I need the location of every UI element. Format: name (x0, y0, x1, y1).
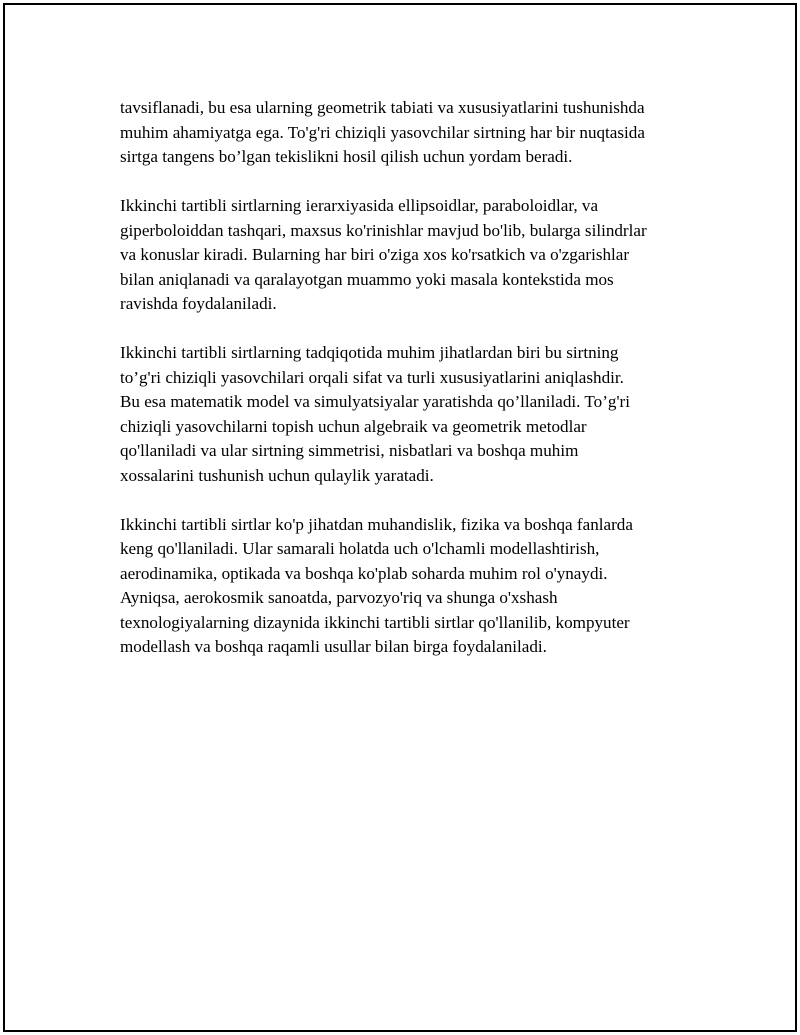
paragraph-3 (120, 341, 720, 488)
text-line: modellash va boshqa raqamli usullar bilan birga foydalaniladi. (120, 637, 547, 656)
text-line: ravishda foydalaniladi. (120, 294, 277, 313)
text-line: xossalarini tushunish uchun qulaylik yaratadi. (120, 465, 434, 485)
paragraph-2 (120, 194, 720, 317)
paragraph-1 (120, 96, 720, 170)
document-body (120, 96, 720, 684)
text-line: bilan aniqlanadi va qaralayotgan muammo yoki masala kontekstida mos (120, 269, 614, 289)
text-line: chiziqli yasovchilarni topish uchun algebraik va geometrik metodlar (120, 416, 587, 436)
text-line: aerodinamika, optikada va boshqa ko'plab soharda muhim rol o'ynaydi. (120, 563, 608, 583)
page-frame (3, 3, 797, 1032)
text-line: qo'llaniladi va ular sirtning simmetrisi, nisbatlari va boshqa muhim (120, 441, 579, 460)
paragraph-4 (120, 513, 720, 660)
text-line: Ayniqsa, aerokosmik sanoatda, parvozyo'riq va shunga o'xshash (120, 588, 558, 607)
text-line: Bu esa matematik model va simulyatsiyalar yaratishda qo’llaniladi. To’g'ri (120, 392, 630, 411)
text-line: tavsiflanadi, bu esa ularning geometrik tabiati va xususiyatlarini tushunishda (120, 98, 645, 117)
text-line: texnologiyalarning dizaynida ikkinchi tartibli sirtlar qo'llanilib, kompyuter (120, 612, 630, 632)
text-line: Ikkinchi tartibli sirtlar ko'p jihatdan muhandislik, fizika va boshqa fanlarda (120, 514, 633, 534)
text-line: giperboloiddan tashqari, maxsus ko'rinishlar mavjud bo'lib, bularga silindrlar (120, 220, 647, 240)
text-line: muhim ahamiyatga ega. To'g'ri chiziqli yasovchilar sirtning har bir nuqtasida (120, 122, 645, 142)
text-line: keng qo'llaniladi. Ular samarali holatda uch o'lchamli modellashtirish, (120, 539, 600, 558)
text-line: Ikkinchi tartibli sirtlarning ierarxiyasida ellipsoidlar, paraboloidlar, va (120, 196, 599, 215)
text-line: to’g'ri chiziqli yasovchilari orqali sifat va turli xususiyatlarini aniqlashdir. (120, 367, 624, 387)
text-line: Ikkinchi tartibli sirtlarning tadqiqotida muhim jihatlardan biri bu sirtning (120, 343, 619, 362)
text-line: sirtga tangens bo’lgan tekislikni hosil qilish uchun yordam beradi. (120, 147, 573, 166)
text-line: va konuslar kiradi. Bularning har biri o'ziga xos ko'rsatkich va o'zgarishlar (120, 245, 630, 264)
